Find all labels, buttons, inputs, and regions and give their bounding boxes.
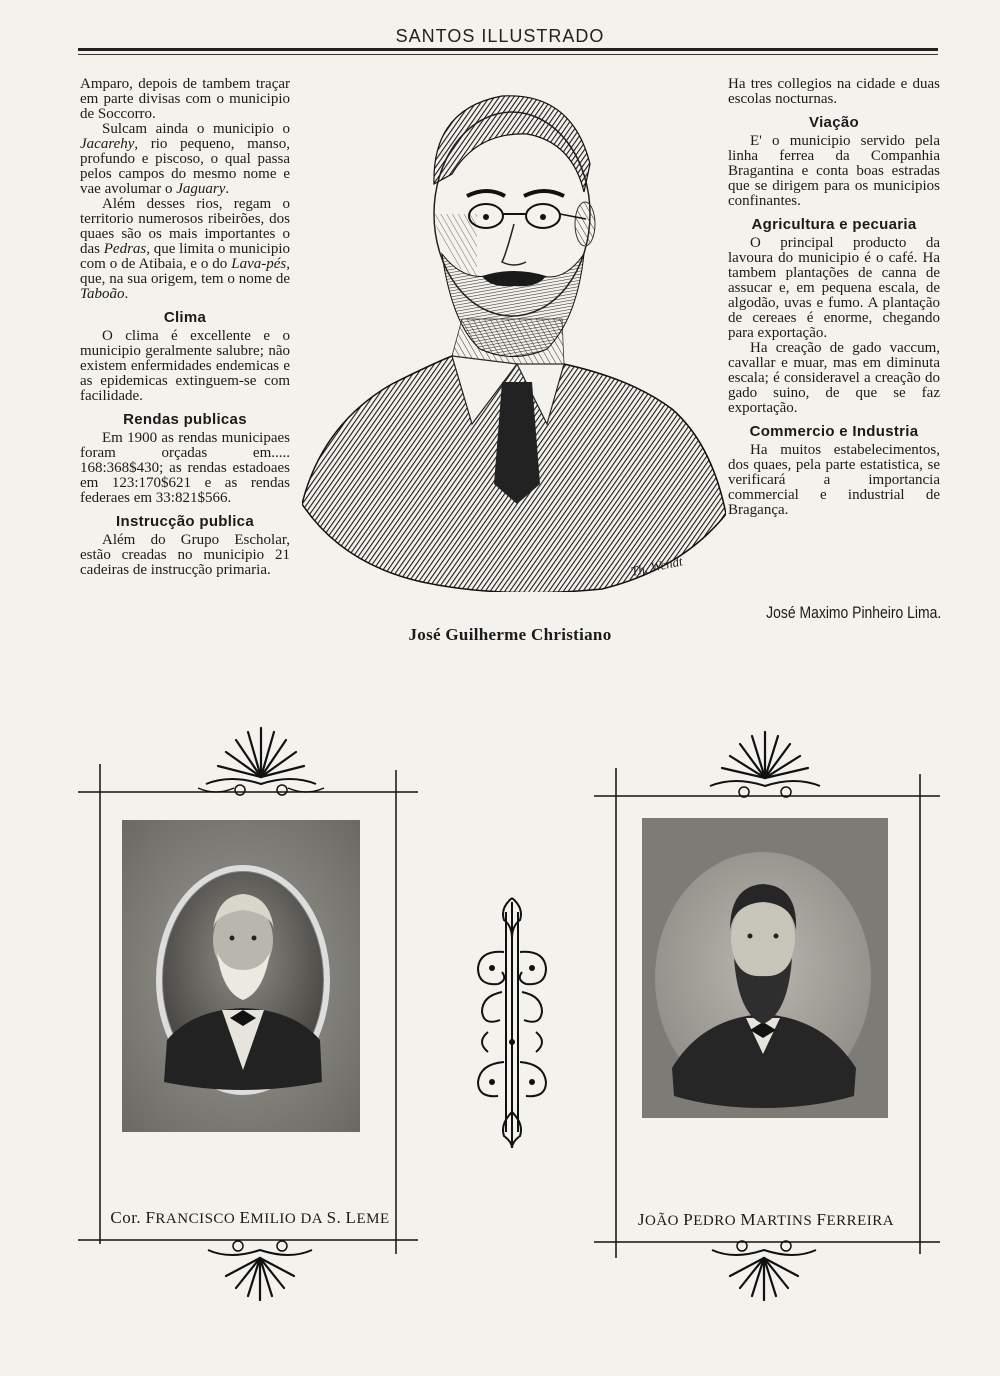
main-portrait [302, 64, 726, 592]
page-title: SANTOS ILLUSTRADO [395, 26, 605, 46]
left-portrait-photo [122, 820, 360, 1132]
paragraph: Ha tres collegios na cidade e duas escolas nocturnas. [728, 76, 940, 107]
paragraph: E' o municipio servido pela linha ferrea da Companhia Bragantina e conta boas estradas que se dirigem para os municipios confinantes. [728, 133, 940, 209]
paragraph: Ha muitos estabelecimentos, dos quaes, pela parte estatistica, se verificará a importancia commercial e industrial de Bragança. [728, 442, 940, 518]
right-column [728, 77, 940, 518]
right-portrait-caption: JOÃO PEDRO MARTINS FERREIRA [637, 1210, 895, 1229]
header-rule-thin [78, 54, 938, 55]
main-portrait-caption: José Guilherme Christiano [408, 625, 612, 644]
section-heading: Commercio e Industria [749, 423, 919, 440]
section-heading: Rendas publicas [123, 411, 247, 428]
paragraph: O principal producto da lavoura do municipio é o café. Ha tambem plantações de canna de assucar e, em pequena escala, de algodão, uvas e fumo. A plantação de cereaes é enorme, chegando para exportação. [728, 235, 940, 341]
left-column [80, 77, 290, 578]
section-heading: Instrucção publica [116, 513, 254, 530]
left-portrait-caption: Cor. FRANCISCO EMILIO DA S. LEME [110, 1208, 390, 1227]
artist-signature: Th. Wendt [629, 553, 684, 579]
section-heading: Agricultura e pecuaria [751, 216, 917, 233]
paragraph: Além desses rios, regam o territorio numerosos ribeirões, dos quaes são os mais importantes o das Pedras, que limita o municipio com o de Atibaia, e o do Lava-pés, que, na sua origem, tem o nome de Taboão. [80, 196, 290, 302]
right-portrait-photo [642, 818, 888, 1118]
paragraph: Amparo, depois de tambem traçar em parte divisas com o municipio de Soccorro. [80, 76, 290, 122]
paragraph: Sulcam ainda o municipio o Jacarehy, rio pequeno, manso, profundo e piscoso, o qual passa pelos campos do mesmo nome e vae avolumar o Jaguary. [80, 121, 290, 197]
header-rule [78, 48, 938, 51]
paragraph: Em 1900 as rendas municipaes foram orçadas em..... 168:368$430; as rendas estadoaes em 123:170$621 e as rendas federaes em 33:821$566. [80, 430, 290, 506]
paragraph: Ha creação de gado vaccum, cavallar e muar, mas em diminuta escala; é consideravel a creação do gado suino, de que se faz exportação. [728, 340, 940, 416]
section-heading: Clima [163, 309, 207, 326]
author-signature: José Maximo Pinheiro Lima. [766, 603, 942, 622]
paragraph: Além do Grupo Escholar, estão creadas no municipio 21 cadeiras de instrucção primaria. [80, 532, 290, 578]
scroll-ornament-icon [464, 892, 560, 1154]
paragraph: O clima é excellente e o municipio geralmente salubre; não existem enfermidades endemicas e as epidemicas extinguem-se com facilidade. [80, 328, 290, 404]
section-heading: Viação [809, 114, 859, 131]
